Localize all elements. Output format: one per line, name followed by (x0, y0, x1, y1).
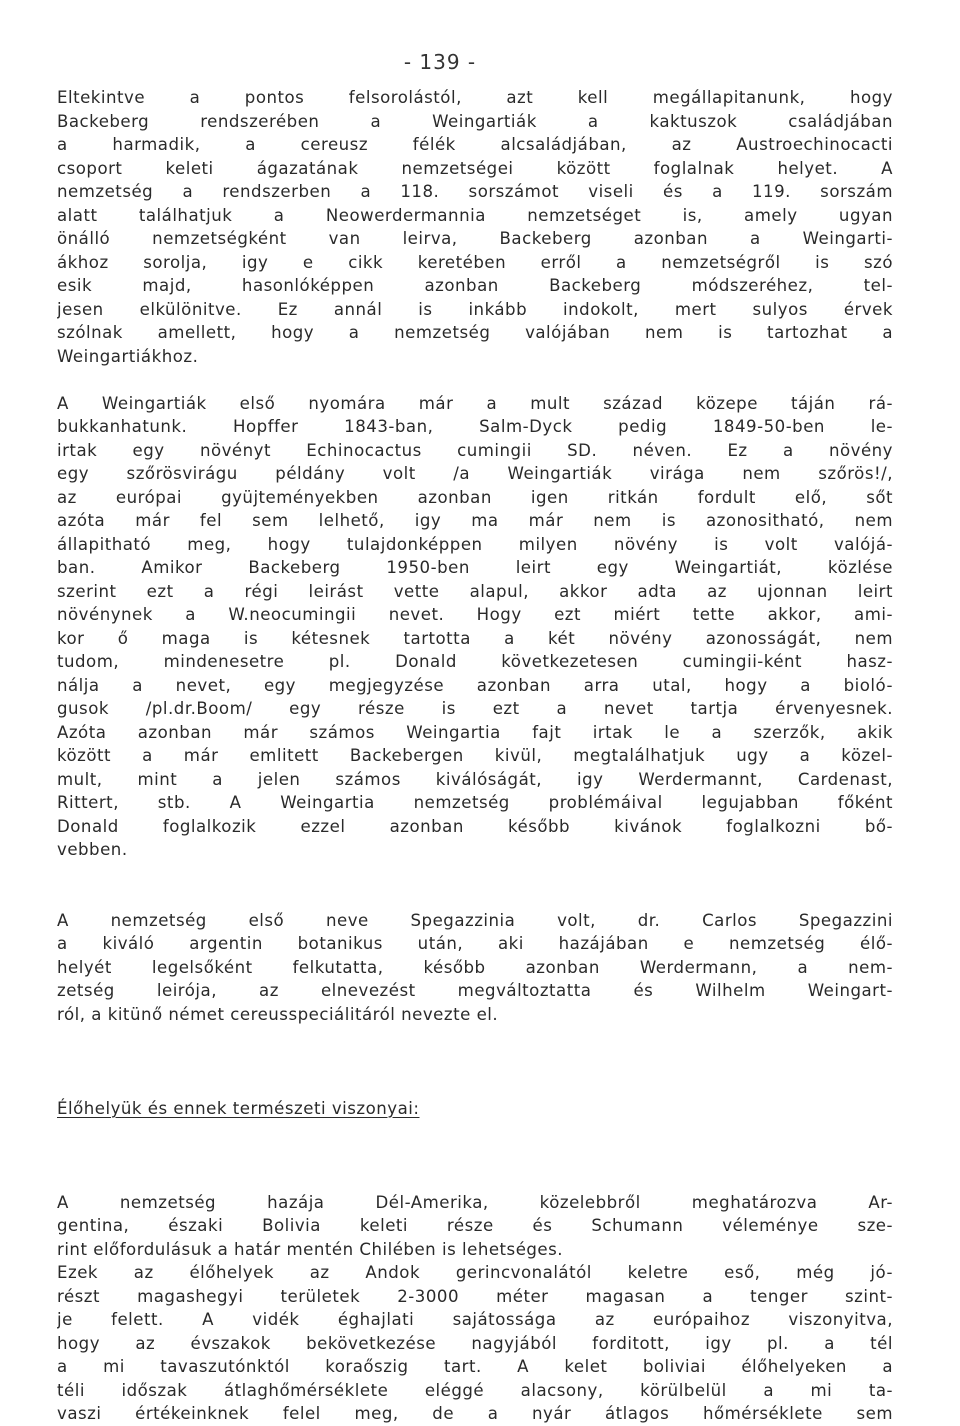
text-line: nálja a nevet, egy megjegyzése azonban arra utal, hogy a bioló- (57, 675, 893, 695)
paragraph-gap (57, 1026, 893, 1073)
text-line: gentina, északi Bolivia keleti része és Schumann véleménye sze- (57, 1216, 893, 1235)
text-line: ákhoz sorolja, igy e cikk keretében erről a nemzetségről is szó (57, 252, 893, 272)
text-line: jesen elkülönitve. Ez annál is inkább indokolt, mert sulyos érvek (57, 299, 893, 319)
text-line: nemzetség a rendszerben a 118. sorszámot viseli és a 119. sorszám (57, 182, 893, 201)
paragraph-4 (57, 1191, 893, 1426)
text-line: ban. Amikor Backeberg 1950-ben leirt egy Weingartiát, közlése (57, 558, 893, 577)
text-line: önálló nemzetségként van leirva, Backeberg azonban a Weingarti- (57, 229, 893, 248)
text-line: kor ő maga is kétesnek tartotta a két növény azonosságát, nem (57, 628, 893, 648)
text-line: esik majd, hasonlóképpen azonban Backeberg módszeréhez, tel- (57, 276, 893, 295)
text-line: egy szőrösvirágu példány volt /a Weingartiák virága nem szőrös!/, (57, 464, 893, 483)
paragraph-gap (57, 1073, 893, 1097)
text-line: a mi tavaszutónktól koraőszig tart. A kelet boliviai élőhelyeken a (57, 1357, 893, 1376)
text-line: ról, a kitünő német cereusspeciálitáról nevezte el. (57, 1004, 499, 1024)
text-line: Rittert, stb. A Weingartia nemzetség problémáival legujabban főként (57, 793, 893, 812)
paragraph-gap (57, 1120, 893, 1167)
text-line: gusok /pl.dr.Boom/ egy része is ezt a nevet tartja érvenyesnek. (57, 699, 893, 718)
text-line: a kiváló argentin botanikus után, aki hazájában e nemzetség élő- (57, 934, 893, 953)
text-line: Azóta azonban már számos Weingartia fajt irtak le a szerzők, akik (57, 722, 893, 742)
paragraph-gap (57, 862, 893, 909)
paragraph-1 (57, 86, 893, 368)
text-line: zetség leirója, az elnevezést megváltoztatta és Wilhelm Weingart- (57, 981, 893, 1000)
text-line: A Weingartiák első nyomára már a mult század közepe táján rá- (57, 393, 893, 413)
text-line: vaszi értékeinknek felel meg, de a nyár átlagos hőmérséklete sem (57, 1404, 893, 1423)
text-line: A nemzetség hazája Dél-Amerika, közelebbről meghatározva Ar- (57, 1192, 893, 1212)
text-line: Ezek az élőhelyek az Andok gerincvonalától keletre eső, még jó- (57, 1263, 893, 1282)
document-body (57, 86, 893, 1426)
page-number: - 139 - (403, 50, 477, 74)
text-line: alatt találhatjuk a Neowerdermannia nemzetséget is, amely ugyan (57, 205, 893, 225)
text-line: szólnak amellett, hogy a nemzetség valójában nem is tartozhat a (57, 323, 893, 342)
text-line: téli időszak átlaghőmérséklete eléggé alacsony, körülbelül a mi ta- (57, 1380, 893, 1400)
text-line: az európai gyüjteményekben azonban igen ritkán fordult elő, sőt (57, 487, 893, 507)
text-line: Backeberg rendszerében a Weingartiák a kaktuszok családjában (57, 111, 893, 131)
text-line: rint előfordulásuk a határ mentén Chilében is lehetséges. (57, 1239, 564, 1259)
text-line: között a már emlitett Backebergen kivül, megtalálhatjuk ugy a közel- (57, 746, 893, 765)
text-line: növénynek a W.neocumingii nevet. Hogy ezt miért tette akkor, ami- (57, 605, 893, 624)
text-line: mult, mint a jelen számos kiválóságát, igy Werdermannt, Cardenast, (57, 769, 893, 789)
text-line: csoport keleti ágazatának nemzetségei között foglalnak helyet. A (57, 158, 893, 178)
text-line: részt magashegyi területek 2-3000 méter magasan a tenger szint- (57, 1286, 893, 1306)
text-line: hogy az évszakok bekövetkezése nagyjából forditott, igy pl. a tél (57, 1333, 893, 1353)
text-line: szerint ezt a régi leirást vette alapul, akkor adta az ujonnan leirt (57, 581, 893, 601)
text-line: azóta már fel sem lelhető, igy ma már nem is azonositható, nem (57, 511, 893, 530)
text-line: vebben. (57, 840, 128, 859)
text-line: je felett. A vidék éghajlati sajátossága az európaihoz viszonyitva, (57, 1310, 893, 1329)
text-line: bukkanhatunk. Hopffer 1843-ban, Salm-Dyck pedig 1849-50-ben le- (57, 417, 893, 436)
text-line: Weingartiákhoz. (57, 346, 199, 366)
text-line: tudom, mindenesetre pl. Donald következetesen cumingii-ként hasz- (57, 652, 893, 671)
paragraph-3 (57, 909, 893, 1027)
text-line: helyét legelsőként felkutatta, később azonban Werdermann, a nem- (57, 957, 893, 977)
text-line: állapitható meg, hogy tulajdonképpen milyen növény is volt valójá- (57, 534, 893, 554)
text-line: irtak egy növényt Echinocactus cumingii SD. néven. Ez a növény (57, 440, 893, 460)
paragraph-gap (57, 368, 893, 392)
paragraph-gap (57, 1167, 893, 1191)
paragraph-2 (57, 392, 893, 862)
text-line: a harmadik, a cereusz félék alcsaládjában, az Austroechinocacti (57, 135, 893, 154)
text-line: A nemzetség első neve Spegazzinia volt, dr. Carlos Spegazzini (57, 910, 893, 930)
text-line: Donald foglalkozik ezzel azonban később kivánok foglalkozni bő- (57, 816, 893, 836)
section-heading (57, 1097, 893, 1121)
section-heading-text: Élőhelyük és ennek természeti viszonyai: (57, 1098, 420, 1118)
text-line: Eltekintve a pontos felsorolástól, azt kell megállapitanunk, hogy (57, 88, 893, 107)
